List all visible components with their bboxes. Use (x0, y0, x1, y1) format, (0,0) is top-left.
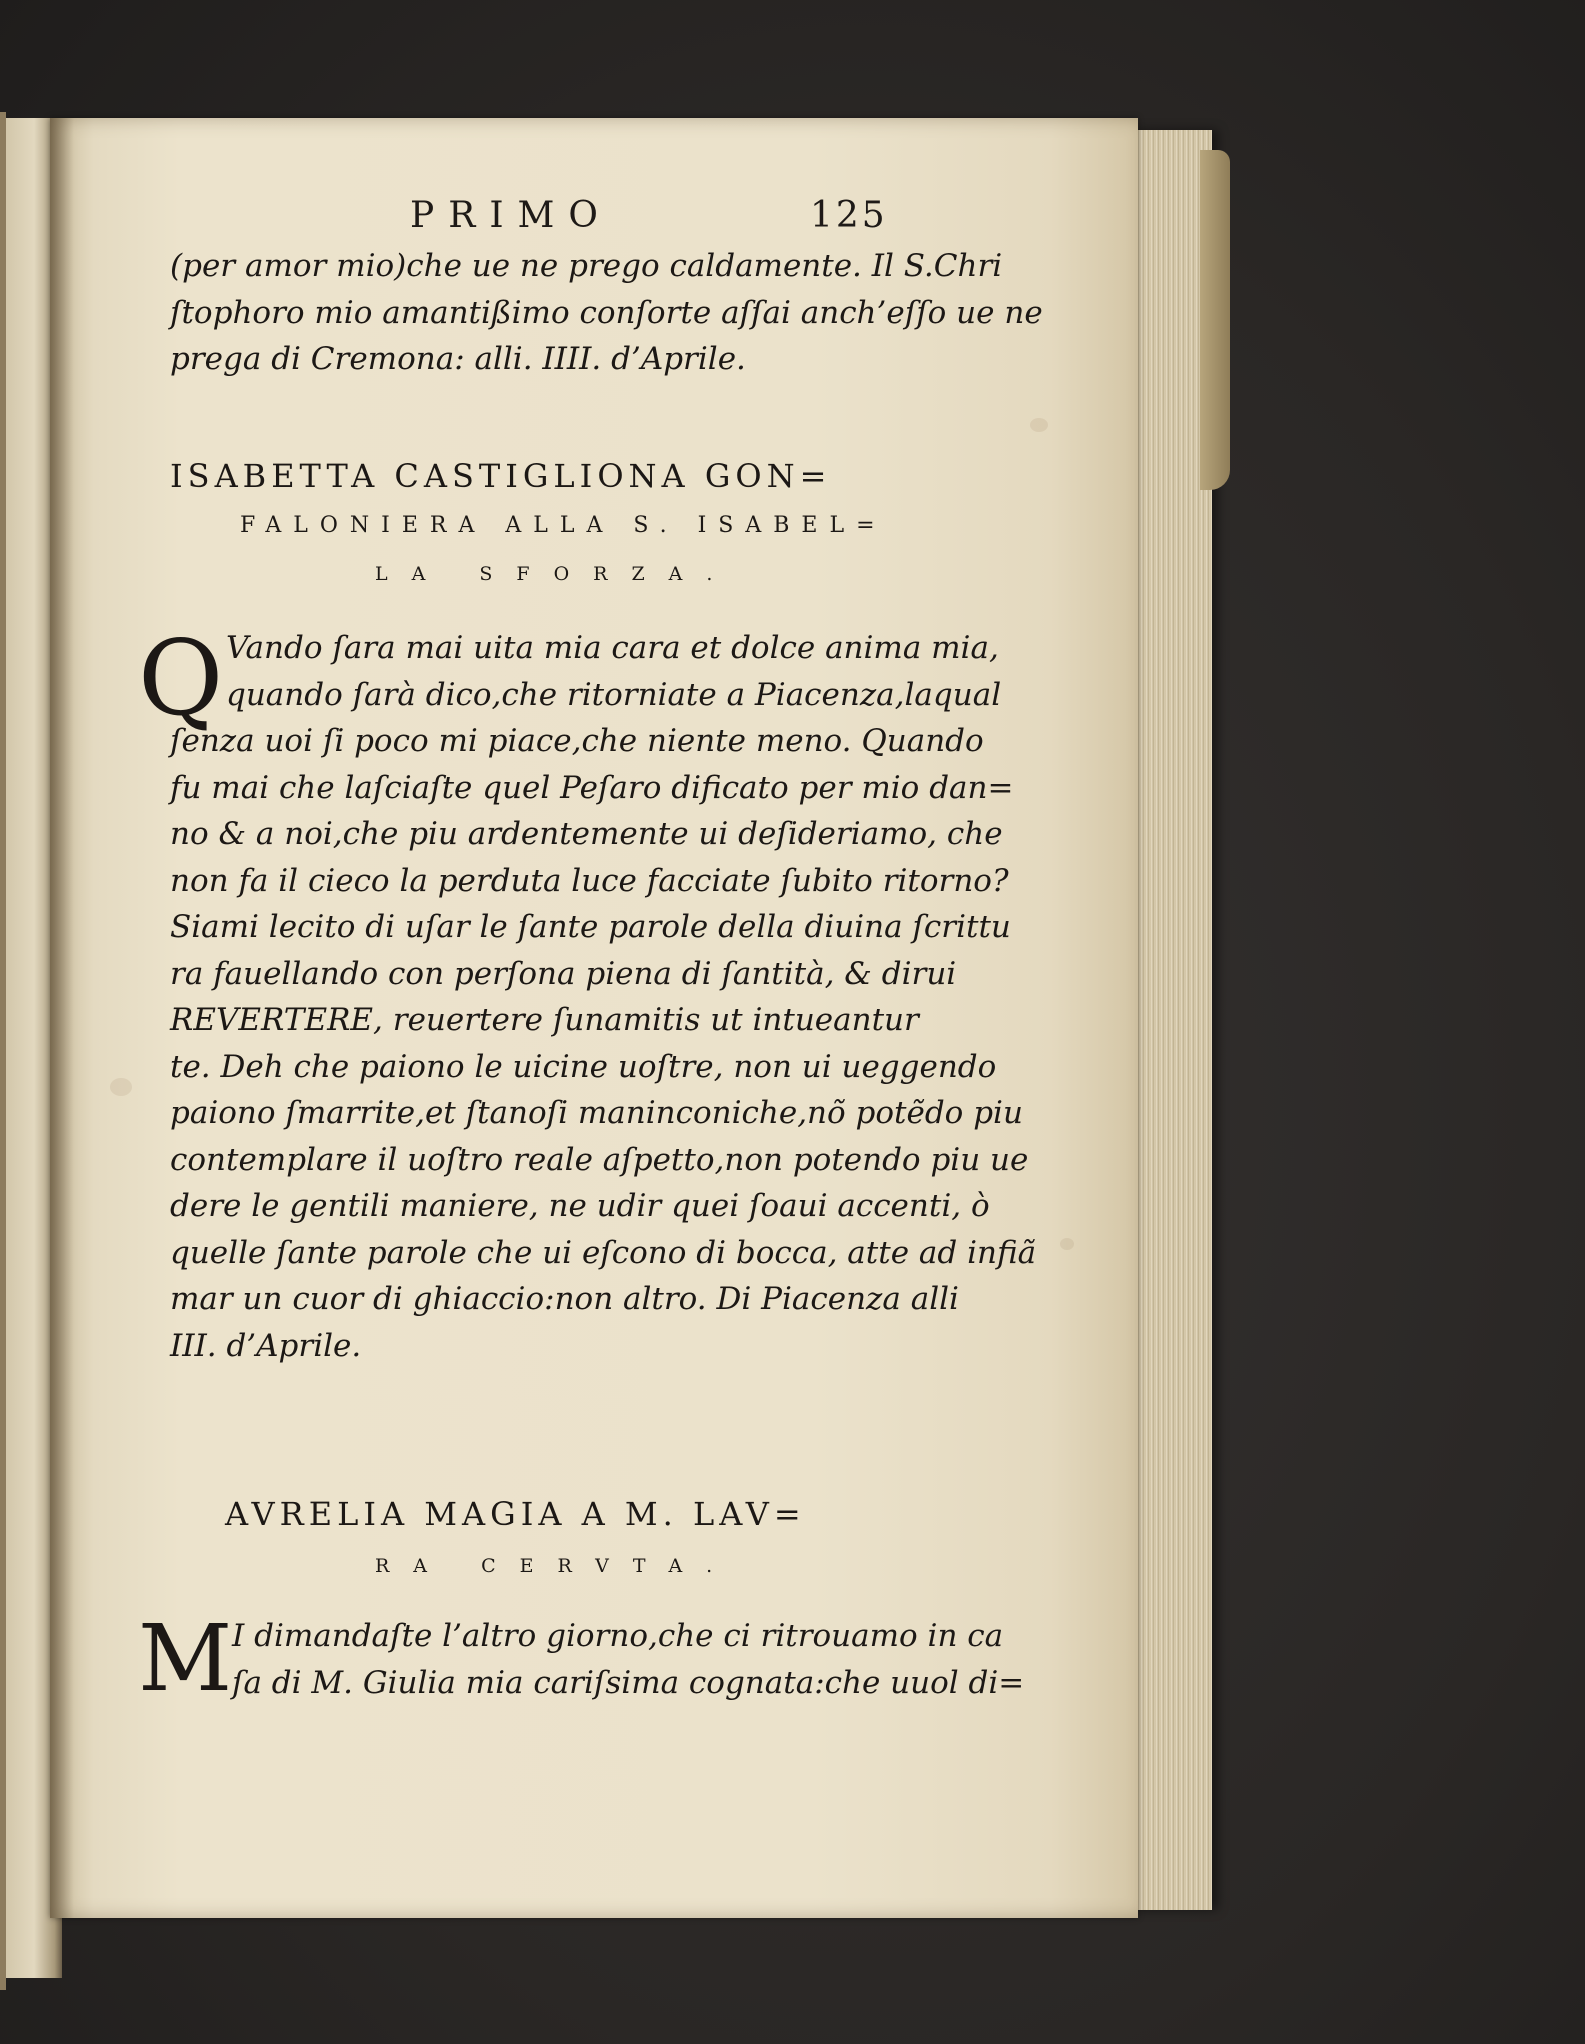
letter-heading-line: RA CERVTA. (375, 1555, 737, 1577)
text-line: quelle ſante parole che ui eſcono di bocca, atte ad infiã (170, 1234, 1037, 1271)
text-line: ſtophoro mio amantißimo conſorte aſſai anch’eſſo ue ne (170, 294, 1043, 331)
text-line: mar un cuor di ghiaccio:non altro. Di Piacenza alli (170, 1281, 959, 1317)
text-line: paiono ſmarrite,et ſtanoſi maninconiche,nõ potẽdo piu (170, 1095, 1023, 1131)
letter-heading-line: FALONIERA ALLA S. ISABEL= (240, 513, 887, 538)
text-line: fu mai che laſciaſte quel Peſaro dificato per mio dan= (170, 769, 1014, 806)
text-line: III. d’Aprile. (170, 1327, 362, 1364)
foxing-spot (1060, 1238, 1074, 1250)
text-line: I dimandaſte l’altro giorno,che ci ritrouamo in ca (232, 1618, 1004, 1654)
letter-heading-line: LA SFORZA. (375, 563, 737, 585)
letter-heading-line: AVRELIA MAGIA A M. LAV= (225, 1495, 806, 1533)
text-line: quando ſarà dico,che ritorniate a Piacenza,laqual (226, 676, 1002, 713)
drop-capital: Q (138, 617, 224, 739)
text-line: prega di Cremona: alli. IIII. d’Aprile. (170, 341, 746, 377)
text-line: REVERTERE, reuertere ſunamitis ut intueantur (170, 1002, 919, 1038)
gutter-shadow (50, 118, 74, 1918)
text-line: non fa il cieco la perduta luce facciate ſubito ritorno? (170, 862, 1009, 899)
opening-paragraph (170, 243, 1043, 383)
foxing-spot (110, 1078, 132, 1096)
text-line: ſa di M. Giulia mia cariſsima cognata:che uuol di= (232, 1664, 1025, 1701)
page-edge-wear (1200, 150, 1230, 490)
text-line: no & a noi,che piu ardentemente ui deſideriamo, che (170, 816, 1003, 852)
text-line: ra fauellando con perſona piena di ſantità, & dirui (170, 955, 957, 992)
text-line: te. Deh che paiono le uicine uoſtre, non ui ueggendo (170, 1048, 997, 1085)
letter-paragraph (170, 1613, 1025, 1706)
drop-capital: M (138, 1605, 233, 1712)
foxing-spot (1030, 418, 1048, 432)
text-line: (per amor mio)che ue ne prego caldamente. Il S.Chri (170, 248, 1003, 284)
text-line: Vando ſara mai uita mia cara et dolce anima mia, (226, 630, 999, 666)
text-line: ſenza uoi ſi poco mi piace,che niente meno. Quando (170, 723, 984, 759)
letter-paragraph (170, 625, 1037, 1369)
text-line: dere le gentili maniere, ne udir quei ſoaui accenti, ò (170, 1188, 990, 1224)
letter-heading-line: ISABETTA CASTIGLIONA GON= (170, 457, 832, 495)
text-line: contemplare il uoſtro reale aſpetto,non potendo piu ue (170, 1141, 1029, 1178)
running-head-title: PRIMO (410, 195, 612, 236)
page-number: 125 (810, 195, 888, 236)
text-line: Siami lecito di uſar le ſante parole della diuina ſcrittu (170, 909, 1011, 945)
